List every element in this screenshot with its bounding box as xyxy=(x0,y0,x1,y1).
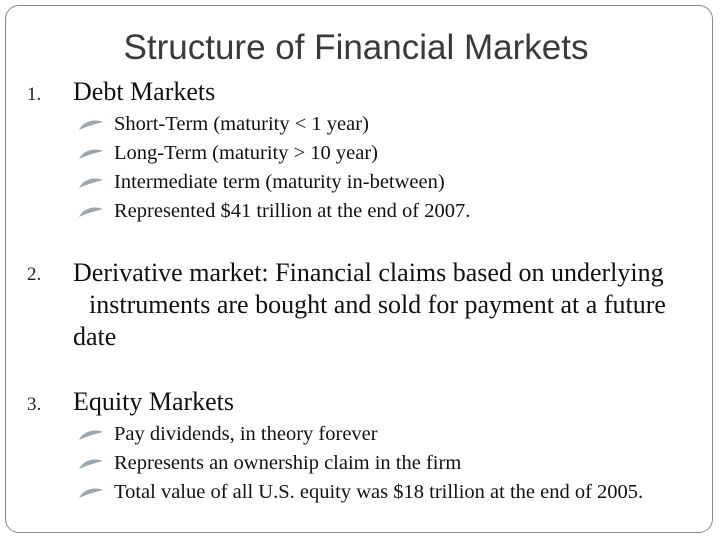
list-item xyxy=(78,110,688,139)
list-item xyxy=(78,168,688,197)
leaf-bullet-icon xyxy=(78,458,104,470)
leaf-bullet-icon xyxy=(78,177,104,189)
list-number-1: 1. xyxy=(27,84,42,105)
bullet-text: Represented $41 trillion at the end of 2007. xyxy=(114,200,471,222)
list-item xyxy=(78,420,688,449)
bullet-text: Intermediate term (maturity in-between) xyxy=(114,171,445,193)
list-item xyxy=(78,139,688,168)
bullet-text: Long-Term (maturity > 10 year) xyxy=(114,142,379,164)
list-number-3: 3. xyxy=(27,394,42,415)
leaf-bullet-icon xyxy=(78,487,104,499)
leaf-bullet-icon xyxy=(78,429,104,441)
item-equity-markets: Equity Markets xyxy=(73,387,235,416)
list-item xyxy=(78,449,688,478)
item-debt-markets: Debt Markets xyxy=(73,77,216,106)
leaf-bullet-icon xyxy=(78,119,104,131)
list-item xyxy=(78,478,688,507)
bullet-text: Total value of all U.S. equity was $18 trillion at the end of 2005. xyxy=(114,481,644,503)
list-item xyxy=(78,197,688,226)
list-number-2: 2. xyxy=(27,264,42,285)
item-derivative-line-2: instruments are bought and sold for payment at a future xyxy=(89,290,666,319)
leaf-bullet-icon xyxy=(78,206,104,218)
leaf-bullet-icon xyxy=(78,148,104,160)
bullet-text: Pay dividends, in theory forever xyxy=(114,423,378,445)
item-derivative-line-3: date xyxy=(73,322,117,351)
item-derivative-line-1: Derivative market: Financial claims based on underlying xyxy=(73,258,664,287)
bullet-text: Short-Term (maturity < 1 year) xyxy=(114,113,369,135)
slide-title: Structure of Financial Markets xyxy=(123,28,589,67)
bullet-text: Represents an ownership claim in the firm xyxy=(114,452,462,474)
